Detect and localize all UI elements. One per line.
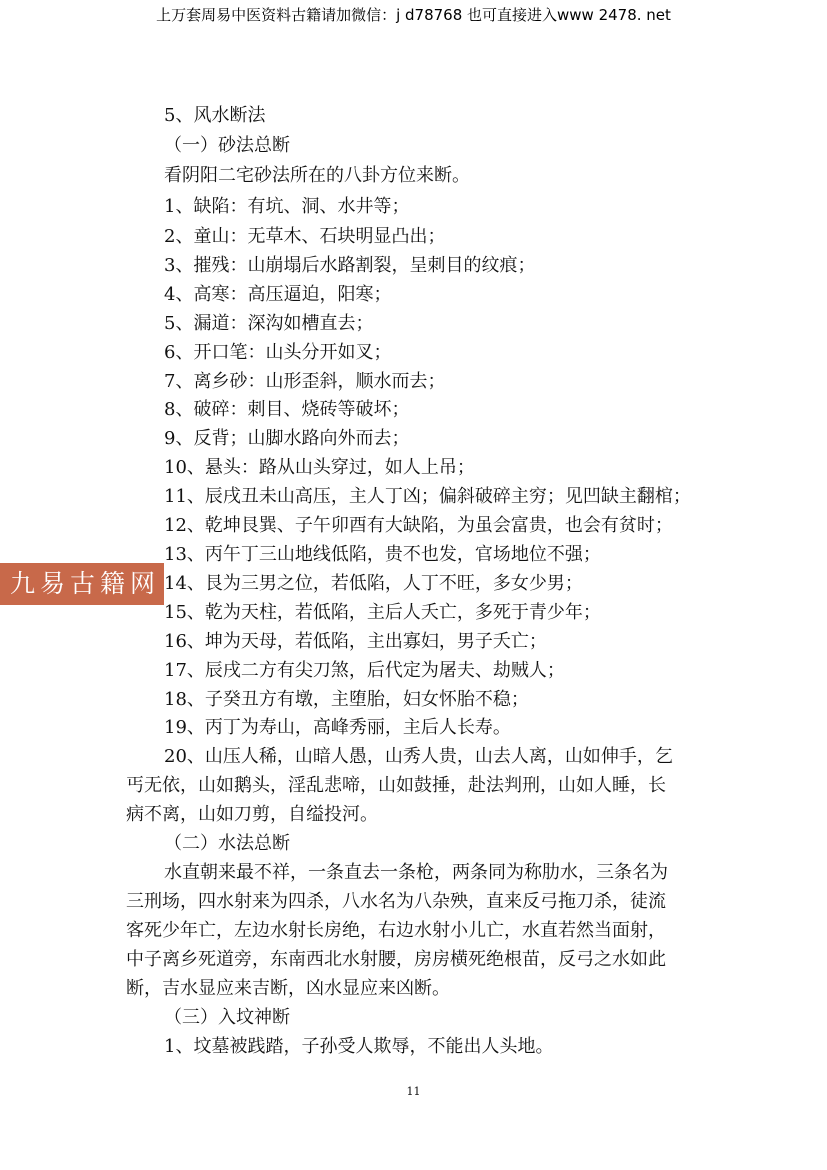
list-item: 9、反背；山脚水路向外而去； [164, 428, 410, 449]
list-item: 1、缺陷：有坑、洞、水井等； [164, 196, 410, 217]
paragraph-line: 1、坟墓被践踏，子孙受人欺辱，不能出人头地。 [164, 1036, 554, 1057]
list-item: 16、坤为天母，若低陷，主出寡妇，男子夭亡； [164, 631, 547, 652]
list-item: 2、童山：无草木、石块明显凸出； [164, 226, 446, 247]
list-item: 17、辰戌二方有尖刀煞，后代定为屠夫、劫贼人； [164, 660, 565, 681]
section-heading: 5、风水断法 [164, 105, 266, 126]
list-item: 3、摧残：山崩塌后水路割裂，呈刺目的纹痕； [164, 255, 536, 276]
subsection-heading: （一）砂法总断 [164, 135, 290, 156]
paragraph-line: 水直朝来最不祥，一条直去一条枪，两条同为称肋水，三条名为 [164, 862, 668, 883]
list-item: 18、子癸丑方有墩，主堕胎，妇女怀胎不稳； [164, 689, 529, 710]
list-item: 11、辰戌丑未山高压，主人丁凶；偏斜破碎主穷；见凹缺主翻棺； [164, 486, 691, 507]
paragraph-line: 丐无依，山如鹅头，淫乱悲啼，山如鼓捶，赴法判刑，山如人睡，长 [126, 775, 666, 796]
paragraph-line: 病不离，山如刀剪，自缢投河。 [126, 804, 378, 825]
list-item: 12、乾坤艮巽、子午卯酉有大缺陷，为虽会富贵，也会有贫时； [164, 515, 673, 536]
list-item: 13、丙午丁三山地线低陷，贵不也发，官场地位不强； [164, 544, 601, 565]
subsection-heading: （三）入坟神断 [164, 1007, 290, 1028]
list-item: 8、破碎：刺目、烧砖等破坏； [164, 399, 410, 420]
page-number: 11 [406, 1085, 421, 1098]
list-item: 10、悬头：路从山头穿过，如人上吊； [164, 457, 475, 478]
list-item: 20、山压人稀，山暗人愚，山秀人贵，山去人离，山如伸手，乞 [164, 746, 673, 767]
list-item: 7、离乡砂：山形歪斜，顺水而去； [164, 371, 446, 392]
list-item: 4、高寒：高压逼迫，阳寒； [164, 284, 392, 305]
paragraph-line: 三刑场，四水射来为四杀，八水名为八杂殃，直来反弓拖刀杀，徒流 [126, 891, 666, 912]
paragraph-line: 看阴阳二宅砂法所在的八卦方位来断。 [164, 165, 470, 186]
list-item: 15、乾为天柱，若低陷，主后人夭亡，多死于青少年； [164, 602, 601, 623]
list-item: 6、开口笔：山头分开如叉； [164, 342, 392, 363]
list-item: 14、艮为三男之位，若低陷，人丁不旺，多女少男； [164, 573, 583, 594]
paragraph-line: 断，吉水显应来吉断，凶水显应来凶断。 [126, 978, 450, 999]
header-banner: 上万套周易中医资料古籍请加微信：j d78768 也可直接进入www 2478. net [156, 6, 671, 24]
list-item: 5、漏道：深沟如槽直去； [164, 313, 374, 334]
subsection-heading: （二）水法总断 [164, 833, 290, 854]
watermark-logo: 九易古籍网 [0, 563, 164, 605]
list-item: 19、丙丁为寿山，高峰秀丽，主后人长寿。 [164, 717, 511, 738]
paragraph-line: 中子离乡死道旁，东南西北水射腰，房房横死绝根苗，反弓之水如此 [126, 949, 666, 970]
paragraph-line: 客死少年亡，左边水射长房绝，右边水射小儿亡，水直若然当面射， [126, 920, 666, 941]
